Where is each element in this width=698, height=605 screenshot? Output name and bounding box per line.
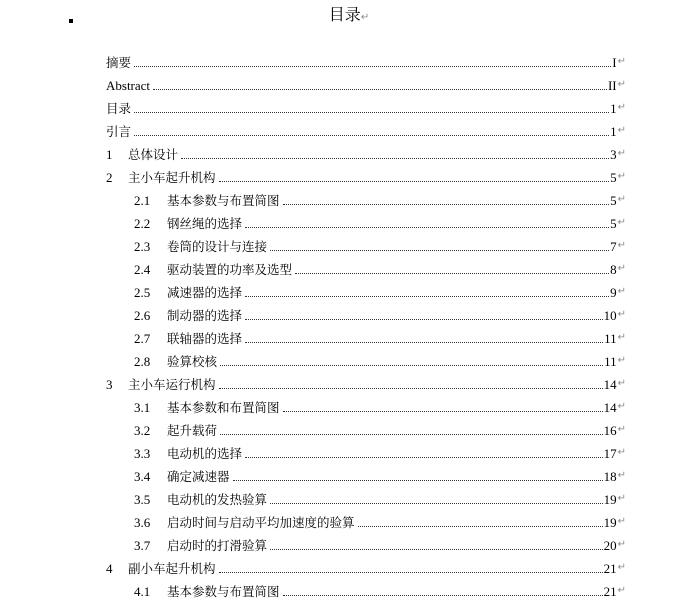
paragraph-mark-icon: ↵ xyxy=(617,355,626,366)
toc-entry-label: 确定减速器 xyxy=(167,469,230,484)
toc-entry-page: 11 xyxy=(604,331,617,346)
paragraph-mark-icon: ↵ xyxy=(617,401,626,412)
dot-leader xyxy=(283,410,603,412)
toc-entry-number: 2.5 xyxy=(134,285,151,300)
toc-entry[interactable] xyxy=(106,94,626,117)
paragraph-mark-icon: ↵ xyxy=(617,217,626,228)
toc-entry-page: 1 xyxy=(610,101,617,116)
toc-entry[interactable] xyxy=(106,531,626,554)
toc-entry[interactable] xyxy=(106,462,626,485)
toc-entry-label: 基本参数与布置简图 xyxy=(167,584,280,599)
dot-leader xyxy=(283,594,603,596)
toc-entry-number: 3.5 xyxy=(134,492,151,507)
dot-leader xyxy=(245,456,603,458)
toc-entry-label: 主小车运行机构 xyxy=(128,377,216,392)
dot-leader xyxy=(220,364,603,366)
toc-entry-page: 16 xyxy=(603,423,617,438)
toc-entry[interactable] xyxy=(106,186,626,209)
toc-entry-label: 卷筒的设计与连接 xyxy=(167,239,268,254)
toc-entry[interactable] xyxy=(106,439,626,462)
toc-entry-number: 3 xyxy=(106,377,113,392)
toc-entry-page: 3 xyxy=(610,147,617,162)
toc-entry-page: 20 xyxy=(603,538,617,553)
toc-entry-number: 2.8 xyxy=(134,354,151,369)
paragraph-mark-icon: ↵ xyxy=(617,194,626,205)
toc-entry-page: 11 xyxy=(604,354,617,369)
toc-entry-page: 8 xyxy=(610,262,617,277)
dot-leader xyxy=(358,525,603,527)
toc-entry-number: 3.4 xyxy=(134,469,151,484)
toc-entry-page: 21 xyxy=(603,561,617,576)
paragraph-mark-icon: ↵ xyxy=(617,125,626,136)
paragraph-mark-icon: ↵ xyxy=(360,12,370,23)
toc-entry[interactable] xyxy=(106,163,626,186)
toc-entry-page: 1 xyxy=(610,124,617,139)
dot-leader xyxy=(245,341,603,343)
toc-entry-number: 2.4 xyxy=(134,262,151,277)
paragraph-mark-icon: ↵ xyxy=(617,148,626,159)
toc-entry-page: 5 xyxy=(610,216,617,231)
toc-entry-number: 4 xyxy=(106,561,113,576)
toc-entry-number: 3.2 xyxy=(134,423,151,438)
paragraph-mark-icon: ↵ xyxy=(617,102,626,113)
toc-entry-page: 14 xyxy=(603,377,617,392)
dot-leader xyxy=(245,226,609,228)
paragraph-mark-icon: ↵ xyxy=(617,470,626,481)
dot-leader xyxy=(245,318,603,320)
paragraph-mark-icon: ↵ xyxy=(617,332,626,343)
paragraph-mark-icon: ↵ xyxy=(617,171,626,182)
toc-entry-label: 起升载荷 xyxy=(167,423,218,438)
dot-leader xyxy=(270,548,603,550)
toc-entry-page: 14 xyxy=(603,400,617,415)
paragraph-mark-icon: ↵ xyxy=(617,539,626,550)
toc-entry-page: II xyxy=(607,78,617,93)
dot-leader xyxy=(270,249,609,251)
toc-entry-label: 制动器的选择 xyxy=(167,308,243,323)
toc-entry[interactable] xyxy=(106,255,626,278)
paragraph-mark-icon: ↵ xyxy=(617,79,626,90)
dot-leader xyxy=(219,571,603,573)
paragraph-mark-icon: ↵ xyxy=(617,378,626,389)
toc-entry[interactable] xyxy=(106,278,626,301)
paragraph-mark-icon: ↵ xyxy=(617,447,626,458)
toc-entry-label: 主小车起升机构 xyxy=(128,170,216,185)
dot-leader xyxy=(219,387,603,389)
toc-entry[interactable] xyxy=(106,554,626,577)
toc-entry-label: 电动机的发热验算 xyxy=(167,492,268,507)
toc-entry-page: 7 xyxy=(610,239,617,254)
toc-entry-label: 启动时的打滑验算 xyxy=(167,538,268,553)
dot-leader xyxy=(295,272,609,274)
toc-entry-label: 引言 xyxy=(106,124,132,139)
paragraph-mark-icon: ↵ xyxy=(617,516,626,527)
toc-entry-label: Abstract xyxy=(106,78,151,93)
toc-entry-page: 9 xyxy=(610,285,617,300)
toc-entry-label: 减速器的选择 xyxy=(167,285,243,300)
dot-leader xyxy=(134,65,611,67)
table-of-contents xyxy=(106,48,626,600)
toc-entry[interactable] xyxy=(106,232,626,255)
toc-entry-number: 3.7 xyxy=(134,538,151,553)
toc-entry-number: 2.1 xyxy=(134,193,151,208)
toc-entry-label: 目录 xyxy=(106,101,132,116)
toc-entry-number: 2 xyxy=(106,170,113,185)
toc-entry-page: 19 xyxy=(603,492,617,507)
toc-entry[interactable] xyxy=(106,347,626,370)
toc-entry[interactable] xyxy=(106,577,626,600)
toc-entry-number: 2.7 xyxy=(134,331,151,346)
toc-entry[interactable] xyxy=(106,301,626,324)
toc-entry-label: 驱动装置的功率及选型 xyxy=(167,262,293,277)
toc-entry-page: 18 xyxy=(603,469,617,484)
paragraph-mark-icon: ↵ xyxy=(617,424,626,435)
toc-entry-page: 19 xyxy=(603,515,617,530)
dot-leader xyxy=(181,157,609,159)
toc-entry-label: 启动时间与启动平均加速度的验算 xyxy=(167,515,355,530)
toc-entry[interactable] xyxy=(106,370,626,393)
toc-entry[interactable] xyxy=(106,416,626,439)
paragraph-mark-icon: ↵ xyxy=(617,493,626,504)
page-title xyxy=(0,5,698,28)
toc-entry[interactable] xyxy=(106,393,626,416)
toc-entry-number: 4.1 xyxy=(134,584,151,599)
toc-entry-label: 副小车起升机构 xyxy=(128,561,216,576)
toc-entry-number: 3.3 xyxy=(134,446,151,461)
toc-entry-number: 1 xyxy=(106,147,113,162)
toc-entry-page: I xyxy=(612,55,617,70)
dot-leader xyxy=(270,502,603,504)
toc-entry-number: 3.1 xyxy=(134,400,151,415)
toc-entry-label: 验算校核 xyxy=(167,354,218,369)
toc-entry-page: 5 xyxy=(610,170,617,185)
toc-entry-number: 2.6 xyxy=(134,308,151,323)
toc-entry[interactable] xyxy=(106,117,626,140)
toc-entry[interactable] xyxy=(106,508,626,531)
toc-entry[interactable] xyxy=(106,324,626,347)
paragraph-mark-icon: ↵ xyxy=(617,585,626,596)
toc-entry-page: 17 xyxy=(603,446,617,461)
toc-entry-number: 3.6 xyxy=(134,515,151,530)
toc-entry[interactable] xyxy=(106,209,626,232)
toc-entry-label: 基本参数与布置简图 xyxy=(167,193,280,208)
toc-entry[interactable] xyxy=(106,48,626,71)
toc-entry-label: 电动机的选择 xyxy=(167,446,243,461)
toc-entry-label: 钢丝绳的选择 xyxy=(167,216,243,231)
toc-entry-label: 联轴器的选择 xyxy=(167,331,243,346)
dot-leader xyxy=(134,111,609,113)
toc-entry-label: 基本参数和布置简图 xyxy=(167,400,280,415)
paragraph-mark-icon: ↵ xyxy=(617,240,626,251)
toc-entry[interactable] xyxy=(106,71,626,94)
toc-entry-label: 总体设计 xyxy=(128,147,179,162)
toc-entry-label: 摘要 xyxy=(106,55,132,70)
dot-leader xyxy=(220,433,603,435)
dot-leader xyxy=(134,134,609,136)
toc-entry-page: 10 xyxy=(603,308,617,323)
paragraph-mark-icon: ↵ xyxy=(617,562,626,573)
dot-leader xyxy=(153,88,607,90)
paragraph-mark-icon: ↵ xyxy=(617,286,626,297)
paragraph-mark-icon: ↵ xyxy=(617,309,626,320)
toc-entry-number: 2.2 xyxy=(134,216,151,231)
title-text: 目录 xyxy=(328,5,361,24)
toc-entry[interactable] xyxy=(106,140,626,163)
toc-entry[interactable] xyxy=(106,485,626,508)
paragraph-mark-icon: ↵ xyxy=(617,263,626,274)
dot-leader xyxy=(233,479,603,481)
dot-leader xyxy=(219,180,610,182)
toc-entry-number: 2.3 xyxy=(134,239,151,254)
dot-leader xyxy=(245,295,609,297)
toc-entry-page: 5 xyxy=(610,193,617,208)
toc-entry-page: 21 xyxy=(603,584,617,599)
paragraph-mark-icon: ↵ xyxy=(617,56,626,67)
dot-leader xyxy=(283,203,610,205)
